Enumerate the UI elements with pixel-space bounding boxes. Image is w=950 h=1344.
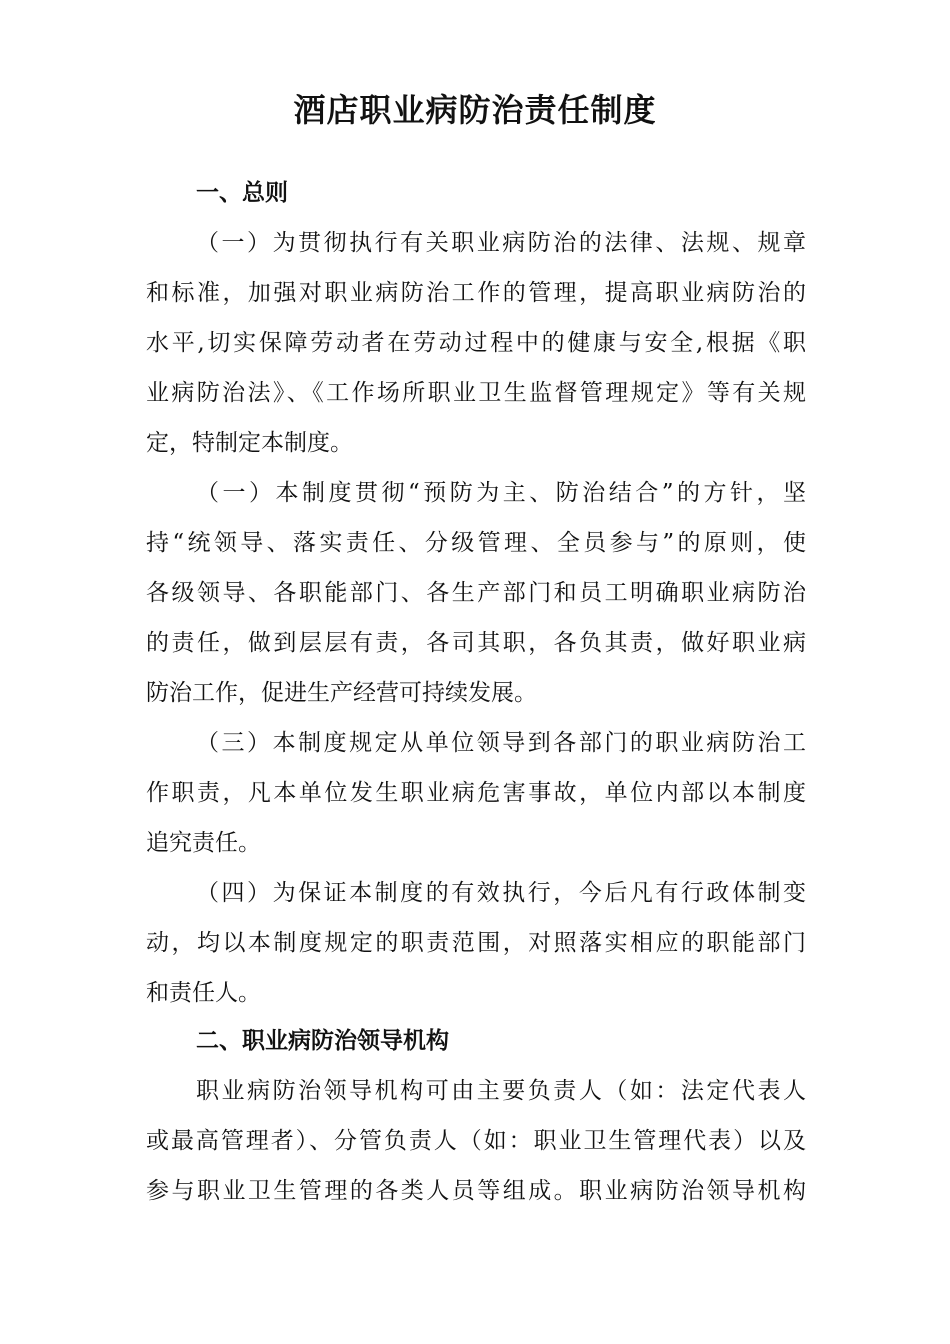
paragraph-line: （一）为贯彻执行有关职业病防治的法律、法规、规章 xyxy=(196,230,806,256)
paragraph-line: 职业病防治领导机构可由主要负责人（如：法定代表人 xyxy=(196,1078,806,1104)
paragraph-line: 的责任，做到层层有责，各司其职，各负其责，做好职业病 xyxy=(146,630,806,656)
paragraph-line: 各级领导、各职能部门、各生产部门和员工明确职业病防治 xyxy=(146,580,806,606)
paragraph-line: 动，均以本制度规定的职责范围，对照落实相应的职能部门 xyxy=(146,930,806,956)
paragraph-line: 追究责任。 xyxy=(146,830,261,856)
paragraph-line: 和标准，加强对职业病防治工作的管理，提高职业病防治的 xyxy=(146,280,806,306)
paragraph-line: 防治工作，促进生产经营可持续发展。 xyxy=(146,680,537,706)
paragraph-line: （四）为保证本制度的有效执行，今后凡有行政体制变 xyxy=(196,880,806,906)
document-title: 酒店职业病防治责任制度 xyxy=(293,91,657,129)
paragraph-line: 作职责，凡本单位发生职业病危害事故，单位内部以本制度 xyxy=(146,780,806,806)
paragraph-line: （三）本制度规定从单位领导到各部门的职业病防治工 xyxy=(196,730,806,756)
paragraph-line: 或最高管理者）、分管负责人（如：职业卫生管理代表）以及 xyxy=(146,1128,806,1154)
section-heading-leadership: 二、职业病防治领导机构 xyxy=(196,1028,449,1054)
section-heading-general: 一、总则 xyxy=(196,180,288,206)
paragraph-line: 持“统领导、落实责任、分级管理、全员参与”的原则，使 xyxy=(146,530,806,556)
paragraph-line: 水平,切实保障劳动者在劳动过程中的健康与安全,根据《职 xyxy=(146,330,806,356)
paragraph-line: 业病防治法》、《工作场所职业卫生监督管理规定》等有关规 xyxy=(146,380,806,406)
paragraph-line: 定，特制定本制度。 xyxy=(146,430,353,456)
paragraph-line: 参与职业卫生管理的各类人员等组成。职业病防治领导机构 xyxy=(146,1178,806,1204)
paragraph-line: （一）本制度贯彻“预防为主、防治结合”的方针，坚 xyxy=(196,480,806,506)
paragraph-line: 和责任人。 xyxy=(146,980,261,1006)
